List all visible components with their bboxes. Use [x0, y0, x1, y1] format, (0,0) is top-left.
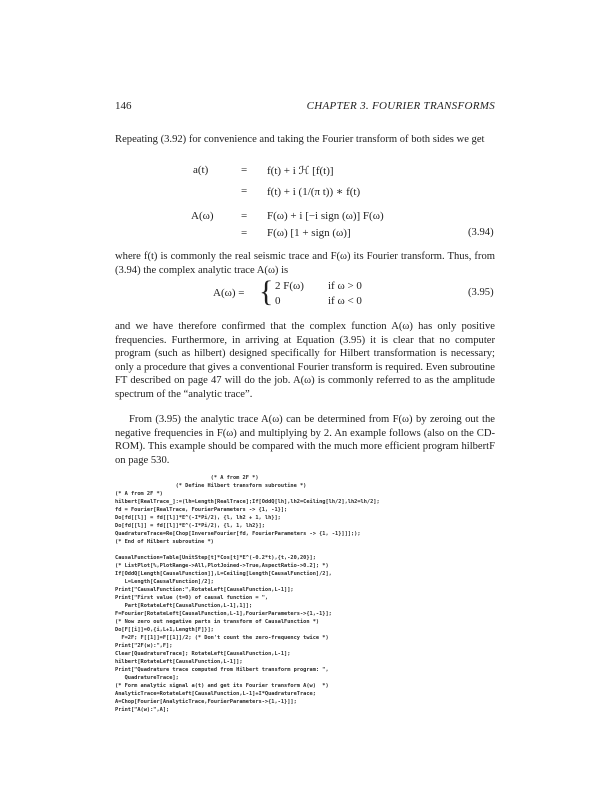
code-listing: [115, 474, 495, 714]
code-line: A=Chop[Fourier[AnalyticTrace,FourierParameters->{1,-1}]];: [115, 699, 297, 705]
eq-rel-3: =: [241, 210, 248, 222]
page-number: 146: [115, 100, 132, 112]
eq395-case2-value: 0: [275, 295, 281, 307]
code-line: Print["Quadrature trace computed from Hilbert transform program: ",: [115, 667, 329, 673]
code-line: (* A from 2F *): [115, 475, 259, 481]
code-line: Do[fd[[l]] = fd[[l]]*E^(-I*Pi/2), {l, lh2 + 1, lh}];: [115, 515, 281, 521]
eq-rhs-3: F(ω) + i [−i sign (ω)] F(ω): [267, 210, 384, 222]
paragraph-2: and we have therefore confirmed that the complex function A(ω) has only positive frequencies. Furthermore, in arriving at Equation (3.95) it is clear that no computer program (such as hilbert) designed specifically for Hilbert transformation is necessary; only a procedure that gives a conventional Fourier transform is required. Even subroutine FT described on page 47 will do the job. A(ω) is commonly referred to as the amplitude spectrum of the “analytic trace”.: [115, 321, 495, 400]
chapter-title: CHAPTER 3. FOURIER TRANSFORMS: [306, 100, 495, 112]
code-line: F=2F; F[[1]]=F[[1]]/2; (* Don't count the zero-frequency twice *): [115, 635, 329, 641]
eq-rhs-2: f(t) + i (1/(π t)) ∗ f(t): [267, 186, 361, 198]
code-line: Do[F[[i]]=0,{i,L+1,Length[F]}];: [115, 627, 214, 633]
intro-paragraph: Repeating (3.92) for convenience and taking the Fourier transform of both sides we get: [115, 134, 485, 145]
code-line: AnalyticTrace=RotateLeft[CausalFunction,L-1]+I*QuadratureTrace;: [115, 691, 316, 697]
code-line: Do[fd[[l]] = fd[[l]]*E^(-I*Pi/2), {l, 1, lh2}];: [115, 523, 265, 529]
eq-lhs-1: a(t): [193, 164, 209, 176]
code-line: hilbert[RealTrace_]:=(lh=Length[RealTrace];If[OddQ[lh],lh2=Ceiling[lh/2],lh2=lh/2];: [115, 499, 380, 505]
code-line: [115, 546, 495, 554]
paragraph-after-394: where f(t) is commonly the real seismic trace and F(ω) its Fourier transform. Thus, from (3.94) the complex analytic trace A(ω) is: [115, 251, 495, 276]
code-line: Print["A(w):",A];: [115, 707, 170, 713]
code-line: Clear[QuadratureTrace]; RotateLeft[CausalFunction,L-1];: [115, 651, 291, 657]
eq395-case1-value: 2 F(ω): [275, 280, 304, 292]
code-line: Print["2F(w):",F];: [115, 643, 173, 649]
code-line: hilbert[RotateLeft[CausalFunction,L-1]];: [115, 659, 243, 665]
code-line: Part[RotateLeft[CausalFunction,L-1],1]];: [115, 603, 253, 609]
code-line: (* Now zero out negative parts in transform of CausalFunction *): [115, 619, 320, 625]
code-line: (* Form analytic signal a(t) and get its Fourier transform A(w) *): [115, 683, 329, 689]
eq-rhs-4: F(ω) [1 + sign (ω)]: [267, 227, 351, 239]
equation-number-394: (3.94): [468, 227, 494, 238]
equation-395: [115, 275, 495, 314]
code-line: (* A from 2F *): [115, 491, 163, 497]
code-line: Print["First value (t=0) of causal function = ",: [115, 595, 269, 601]
eq-rel-1: =: [241, 164, 248, 176]
code-line: Print["CausalFunction:",RotateLeft[CausalFunction,L-1]];: [115, 587, 294, 593]
code-line: fd = Fourier[RealTrace, FourierParameters -> {1, -1}];: [115, 507, 288, 513]
equation-block-394: [115, 164, 495, 264]
eq395-lhs: A(ω) =: [213, 287, 245, 299]
eq-lhs-3: A(ω): [191, 210, 214, 222]
code-line: (* Define Hilbert transform subroutine *): [115, 483, 307, 489]
code-line: If[OddQ[Length[CausalFunction]],L=Ceiling[Length[CausalFunction]/2],: [115, 571, 332, 577]
paragraph-3: From (3.95) the analytic trace A(ω) can be determined from F(ω) by zeroing out the negative frequencies in F(ω) and multiplying by 2. An example follows (also on the CD-ROM). This example should be compared with the much more efficient program hilbertF on page 530.: [115, 414, 495, 466]
eq-rel-2: =: [241, 185, 248, 197]
eq-rhs-1: f(t) + i ℋ [f(t)]: [267, 165, 334, 177]
code-line: F=Fourier[RotateLeft[CausalFunction,L-1],FourierParameters->{1,-1}];: [115, 611, 332, 617]
code-line: CausalFunction=Table[UnitStep[t]*Cos[t]*E^(-0.2*t),{t,-20,20}];: [115, 555, 316, 561]
eq-rel-4: =: [241, 227, 248, 239]
code-line: (* End of Hilbert subroutine *): [115, 539, 214, 545]
equation-number-395: (3.95): [468, 287, 494, 298]
left-brace: {: [259, 275, 274, 308]
eq395-case1-cond: if ω > 0: [328, 280, 362, 292]
code-line: QuadratureTrace=Re[Chop[InverseFourier[fd, FourierParameters -> {1, -1}]]];);: [115, 531, 361, 537]
eq395-case2-cond: if ω < 0: [328, 295, 362, 307]
code-line: L=Length[CausalFunction]/2];: [115, 579, 214, 585]
code-line: QuadratureTrace];: [115, 675, 179, 681]
code-line: (* ListPlot[%,PlotRange->All,PlotJoined->True,AspectRatio->0.2]; *): [115, 563, 329, 569]
